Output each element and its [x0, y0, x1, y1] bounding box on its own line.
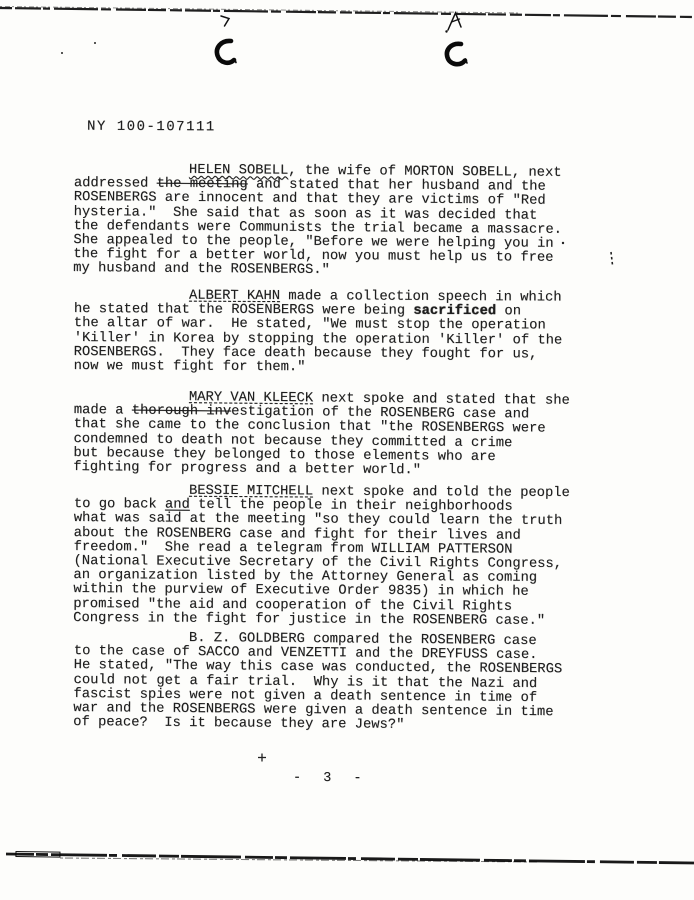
scan-line-bottom: [6, 851, 694, 863]
emphasis-wavy: HELEN SOBELL: [188, 162, 289, 179]
tick-right-margin: [611, 252, 613, 265]
emphasis-dashed: MARY VAN KLEECK: [188, 389, 314, 407]
emphasis-strike: thorough inv: [131, 403, 232, 420]
pen-mark-top-left: [221, 16, 229, 26]
scan-line-top: [0, 7, 694, 18]
emphasis-bold: sacrificed: [413, 303, 497, 320]
hole-punch-right-icon: [447, 44, 467, 64]
document-body: [73, 162, 584, 734]
paragraph-helen-sobell: HELEN SOBELL, the wife of MORTON SOBELL, next addressed the meeting and stated that her husband and the ROSENBERGS are innocent and that they are victims of "Red hysteria." She said that as soon as it was decided that the defendants were Communists the trial became a massacre. She appealed to the people, "Before we were helping you in the fight for a better world, now you must help us to free my husband and the ROSENBERGS.": [73, 162, 563, 279]
page-number: - 3 -: [292, 770, 369, 787]
paragraph-b-z-goldberg: B. Z. GOLDBERG compared the ROSENBERG case to the case of SACCO and VENZETTI and the DREYFUSS case. He stated, "The way this case was conducted, the ROSENBERGS could not get a fair trial. Why is it that the Nazi and fascist spies were not given a death sentence in time of war and the ROSENBERGS were given a death sentence in time of peace? Is it because they are Jews?": [73, 631, 563, 734]
hole-punch-left-icon: [217, 41, 236, 63]
speck-left-1: [61, 52, 63, 54]
file-number: NY 100-107111: [86, 118, 216, 136]
paragraph-mary-van-kleeck: MARY VAN KLEECK next spoke and stated that she made a thorough investigation of the ROSENBERG case and that she came to the conclusion that "the ROSENBERGS were condemned to death not because they committed a crime but because they belonged to those elements who are fighting for progress and a better world.": [73, 389, 570, 479]
scan-blob-bottom-left: [16, 851, 60, 857]
speck-left-2: [94, 42, 96, 44]
emphasis-strike: the meeting: [156, 176, 248, 193]
emphasis-dashed: BESSIE MITCHELL: [188, 483, 314, 500]
plus-mark: [258, 754, 266, 762]
emphasis-solid: and: [164, 497, 190, 513]
paragraph-albert-kahn: ALBERT KAHN made a collection speech in which he stated that the ROSENBERGS were being sacrificed on the altar of war. He stated, "We must stop the operation 'Killer' in Korea by stopping the operation 'Killer' of the ROSENBERGS. They face death because they fought for us, now we must fight for them.": [73, 288, 563, 375]
pen-mark-top-right: [445, 13, 461, 33]
paragraph-bessie-mitchell: BESSIE MITCHELL next spoke and told the people to go back and tell the people in their neighborhoods what was said at the meeting "so they could learn the truth about the ROSENBERG case and fight for their lives and freedom." She read a telegram from WILLIAM PATTERSON (National Executive Secretary of the Civil Rights Congress, an organization listed by the Attorney General as coming within the purview of Executive Order 9835) in which he promised "the aid and cooperation of the Civil Rights Congress in the fight for justice in the ROSENBERG case.": [73, 483, 570, 629]
emphasis-dashed: ALBERT KAHN: [188, 288, 281, 304]
